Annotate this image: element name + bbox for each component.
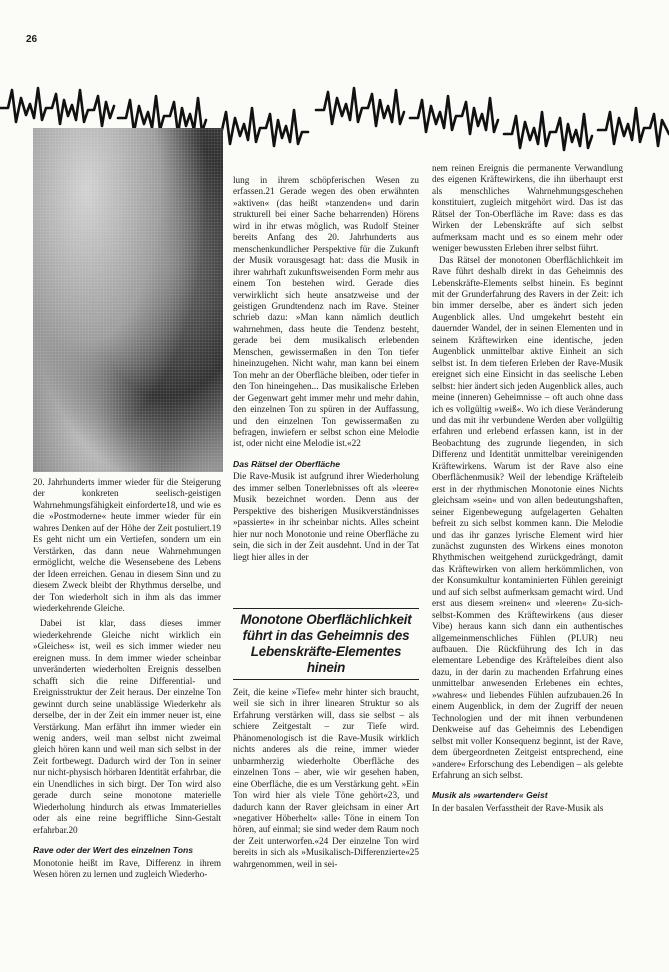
col1-paragraph-1: 20. Jahrhunderts immer wieder für die Steigerung der konkreten seelisch-geistigen Wahrnehmungsfähigkeit einforderte18, und wie es die »Postmoderne« heute immer wieder für ein wahres Denken auf der Höhe der Zeit postuliert.19 Es geht nicht um ein Vertiefen, sondern um ein Verstärken, das dann neue Wahrnehmungen ermöglicht, welche die Wesensebene des Lebens der Ideen erreichen. Genau in diesem Sinn und zu diesem Zweck bleibt der Rhythmus derselbe, und der Ton wiederholt sich in ihm als das immer wiederkehrende Gleiche.: [33, 477, 221, 613]
column-3: [432, 163, 623, 814]
col2-subheading: Das Rätsel der Oberfläche: [233, 458, 340, 469]
column-1: [33, 477, 221, 880]
pull-quote-text: Monotone Oberflächlichkeit führt in das Geheimnis des Lebenskräfte-Elementes hinein: [240, 612, 412, 675]
page-number: 26: [26, 34, 38, 45]
col1-subheading: Rave oder der Wert des einzelnen Tons: [33, 845, 193, 856]
col3-paragraph-3: In der basalen Verfasstheit der Rave-Musik als: [432, 802, 604, 813]
column-2-continued: [233, 687, 419, 870]
pull-quote: [233, 608, 419, 680]
col3-paragraph-2: Das Rätsel der monotonen Oberflächlichkeit im Rave führt deshalb direkt in das Geheimnis des Lebenskräfte-Elements selbst hinein. Es beginnt mit der Grunderfahrung des Ravers in der Zeit: ich bin immer derselbe, aber es ändert sich jeden Augenblick alles. Und umgekehrt besteht ein dauernder Wandel, der in seinen Elementen und in seinem Kräftewirken eine identische, jeden Augenblick unmittelbar aktive Einheit an sich selbst ist. In dem tieferen Erleben der Rave-Musik ereignet sich eine Einsicht in das seelische Leben selbst: hier ändert sich jeden Augenblick alles, auch meine (inneren) Geheimnisse – oft auch ohne dass ich es vollgültig »weiß«. Wo ich diese Veränderung und das mit ihr verbundene Werden aber vollgültig erfahren und erlebend erfassen kann, ist in der Beobachtung des zugrunde liegenden, in sich Differenz und Identität unmittelbar vereinigenden Kräftewirkens. Warum ist der Rave also eine Oberflächenmusik? Weil der lebendige Kräfteleib erst in der rhythmischen Monotonie eines Nichts gleichsam »sein« und von allen bedeutungshaften, seiner Eigenbewegung aufgelagerten Gehalten befreit zu sich selbst kommen kann. Die Melodie und das ihr ganzes lyrische Element wird hier zunächst zugunsten des Wirkens eines monoton Rhythmischen weitgehend zurückgedrängt, damit das Kräftewirken von allem herkömmlichen, von der Konsumkultur kontaminierten Fühlen gereinigt und auf sich selbst aufmerksam gemacht wird. Und erst aus diesem »reinen« und »leeren« Zu-sich-selbst-Kommen des Kräftewirkens (aus dieser Vibe) heraus kann sich dann ein authentisches allgemeinmenschliches Fühlen (PLUR) neu aufbauen. Die Rückführung des Ich in das elementare Lebendige des Kräfteleibes dient also dazu, in der darin zu machenden Erfahrung eines unmittelbar anwesenden Erlebenes ein echtes, »wahres« und liebendes Fühlen aufzubauen.26 In einem Augenblick, in dem der Zugriff der neuen Technologien und der mit ihnen verbundenen Denkweise auf das Geheimnis des Lebendigen selbst mit voller Konsequenz beginnt, ist der Rave, dem übergeordneten Zeitgeist entsprechend, eine »andere« Erforschung des Lebendigen – als gelebte Erfahrung an sich selbst.: [432, 254, 623, 781]
col2b-paragraph-1: Zeit, die keine »Tiefe« mehr hinter sich braucht, weil sie sich in ihrer linearen Struktur so als Erfahrung verstärken will, dass sie selbst – als schiere Zeitgestalt – zur Tiefe wird. Phänomenologisch ist die Rave-Musik wirklich nichts anderes als die reine, immer wieder unbarmherzig wiederholte Oberfläche des einzelnen Tons – aber, wie wir gesehen haben, eine Oberfläche, die es um Verstärkung geht. »Ein Ton wird hier als viele Töne gehört«23, und dadurch kann der Raver gleichsam in einer Art »negativer Höberhelt« ›alle‹ Töne in einem Ton hören, auf einmal; sie sind weder dem Raum noch der Zeit unterworfen.«24 Der einzelne Ton wird bereits in sich als »Musikalisch-Differenzierte«25 wahrgenommen, weil in sei-: [233, 687, 419, 869]
column-2: [233, 175, 419, 563]
col2-paragraph-2: Die Rave-Musik ist aufgrund ihrer Wiederholung des immer selben Tonerlebnisses oft als »leere« Musik bezeichnet worden. Denn aus der Perspektive des bisherigen Musikverständnisses »passierte« in ihr scheinbar nichts. Alles scheint hier nur noch Monotonie und reine Oberfläche zu sein, die sich in der Zeit ausdehnt. Und in der Tat liegt hier alles in der: [233, 471, 419, 562]
col1-paragraph-2: Dabei ist klar, dass dieses immer wiederkehrende Gleiche nicht wirklich ein »Gleiches« ist, weil es sich immer wieder neu ereignen muss. In dem immer wieder scheinbar unveränderten wiederholten Ereignis desselben schafft sich die reine Differential- und Ereignisstruktur der Zeit heraus. Der einzelne Ton gewinnt durch seine unablässige Wiederkehr als derselbe, der in der Zeit ein immer neuer ist, eine Verstärkung. Man erfährt ihn immer wieder ein wenig anders, weil man selbst nicht zweimal gleich hören kann und weil man sich selbst in der Zeit fortbewegt. Dadurch wird der Ton in seiner nur nicht-physisch hörbaren Identität erfahrbar, die ein Unendliches in sich birgt. Der Ton wird also gerade durch seine monotone materielle Wiederholung hindurch als etwas Immaterielles oder als eine reine begriffliche Sinn-Gestalt erfahrbar.20: [33, 618, 221, 835]
col3-paragraph-1: nem reinen Ereignis die permanente Verwandlung des eigenen Kräftewirkens, die ihn überhaupt erst als menschliches Wahrnehmungsgeschehen konstituiert, zugleich mitgehört wird. Das ist das Rätsel der Ton-Oberfläche im Rave: dass es das Wirken der Lebenskräfte auf sich selbst aufmerksam macht und es so einem mehr oder weniger bewussten Erleben ihrer selbst führt.: [432, 163, 623, 254]
col1-paragraph-3: Monotonie heißt im Rave, Differenz in ihrem Wesen hören zu lernen und zugleich Wiederho-: [33, 857, 221, 879]
col2-paragraph-1: lung in ihrem schöpferischen Wesen zu erfassen.21 Gerade wegen des oben erwähnten »aktiven« (das heißt »tanzenden« und darin strukturell bei einer Sache beharrenden) Hörens wird in ihr etwas möglich, was Rudolf Steiner bereits Anfang des 20. Jahrhunderts aus menschenkundlicher Perspektive für die Zukunft der Musik vorausgesagt hat: dass die Musik in ihrer wahrhaft zukunftsweisenden Form mehr aus einem Ton bestehen wird. Gerade dies verwirklicht sich heute ansatzweise und der geistigen Grundtendenz nach im Rave. Steiner schrieb dazu: »Man kann nämlich deutlich wahrnehmen, dass heute die Tendenz besteht, gerade bei dem musikalisch erlebenden Menschen, gewissermaßen in den Ton tiefer hineinzugehen. Nicht wahr, man kann bei einem Ton mehr an der Oberfläche bleiben, oder tiefer in den Ton hineingehen... Das musikalische Erleben der Gegenwart geht immer mehr und mehr dahin, den einzelnen Ton zu spüren in der Auffassung, und den einzelnen Ton gewissermaßen zu befragen, inwiefern er selbst schon eine Melodie ist, oder nicht eine Melodie ist.«22: [233, 175, 419, 449]
col3-subheading: Musik als »wartender« Geist: [432, 790, 548, 801]
raver-photo: [33, 128, 223, 472]
